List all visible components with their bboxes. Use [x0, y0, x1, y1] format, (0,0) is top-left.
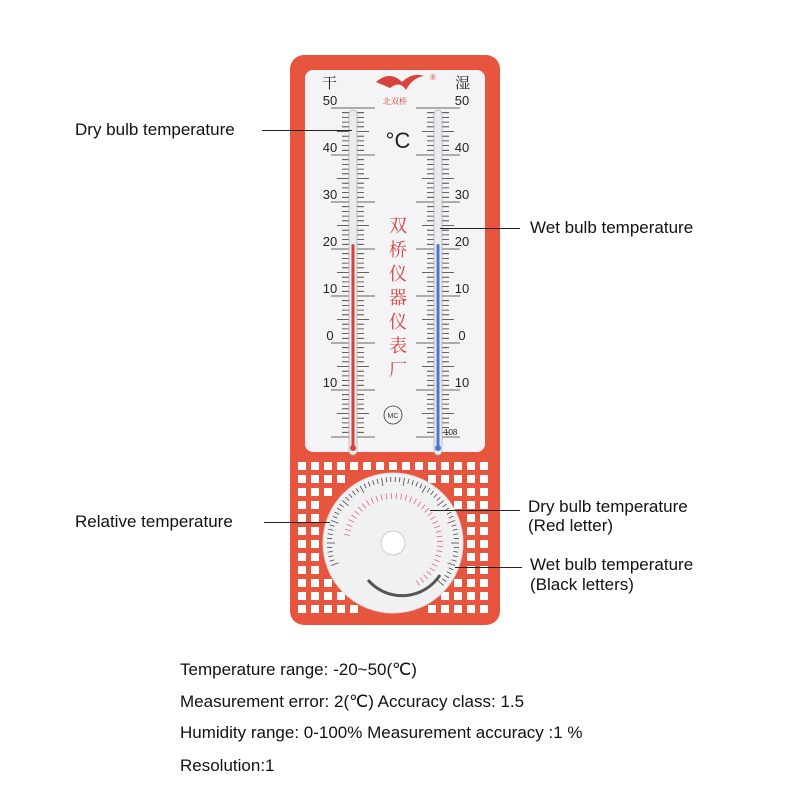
vent-hole: [298, 475, 306, 483]
vent-hole: [311, 579, 319, 587]
vent-hole: [428, 475, 436, 483]
vent-hole: [337, 475, 345, 483]
vent-hole: [311, 462, 319, 470]
dial-dry-label-line1: Dry bulb temperature: [528, 497, 688, 516]
vent-hole: [324, 605, 332, 613]
spec-humidity-range: Humidity range: 0-100% Measurement accuracy :1 %: [180, 723, 583, 742]
relative-temperature-label: Relative temperature: [75, 512, 233, 531]
vent-hole: [311, 514, 319, 522]
dry-liquid-column: [352, 244, 355, 448]
vent-hole: [467, 605, 475, 613]
maker-char: 厂: [389, 360, 407, 380]
dry-scale-label: 20: [322, 234, 338, 249]
registered-mark: ®: [430, 73, 436, 82]
spec-measurement-error: Measurement error: 2(℃) Accuracy class: 1.5: [180, 692, 525, 711]
dry-bulb-label: Dry bulb temperature: [75, 120, 235, 139]
vent-hole: [298, 488, 306, 496]
logo-text: 北双桥: [383, 97, 407, 106]
maker-char: 仪: [389, 264, 407, 284]
vent-hole: [454, 462, 462, 470]
vent-hole: [480, 488, 488, 496]
vent-hole: [298, 579, 306, 587]
vent-hole: [454, 592, 462, 600]
vent-hole: [298, 462, 306, 470]
vent-hole: [480, 514, 488, 522]
vent-hole: [311, 592, 319, 600]
maker-char: 仪: [389, 312, 407, 332]
wet-scale-label: 50: [454, 93, 470, 108]
vent-hole: [324, 475, 332, 483]
dial-dry-label-line2: (Red letter): [528, 516, 614, 535]
vent-hole: [311, 527, 319, 535]
vent-hole: [480, 462, 488, 470]
vent-hole: [415, 462, 423, 470]
vent-hole: [311, 540, 319, 548]
vent-hole: [467, 527, 475, 535]
dry-scale-label: 10: [322, 375, 338, 390]
dry-scale-label: 0: [326, 328, 334, 343]
vent-hole: [480, 501, 488, 509]
vent-hole: [467, 592, 475, 600]
wet-scale-label: 30: [454, 187, 470, 202]
spec-resolution: Resolution:1: [180, 756, 275, 775]
vent-hole: [467, 501, 475, 509]
maker-char: 器: [389, 288, 407, 308]
vent-hole: [298, 501, 306, 509]
vent-hole: [324, 462, 332, 470]
vent-hole: [350, 605, 358, 613]
vent-hole: [480, 579, 488, 587]
vent-hole: [324, 488, 332, 496]
vent-hole: [454, 488, 462, 496]
dry-scale-label: 10: [322, 281, 338, 296]
vent-hole: [454, 501, 462, 509]
vent-hole: [350, 462, 358, 470]
vent-hole: [324, 579, 332, 587]
vent-hole: [311, 488, 319, 496]
vent-hole: [428, 605, 436, 613]
wet-bulb: [435, 445, 441, 451]
dial-wet-label-line1: Wet bulb temperature: [530, 555, 694, 574]
vent-hole: [298, 566, 306, 574]
dial-wet-label-line2: (Black letters): [530, 575, 634, 594]
vent-hole: [480, 592, 488, 600]
wet-header: 湿: [455, 75, 471, 92]
dry-scale-label: 40: [322, 140, 338, 155]
vent-hole: [480, 475, 488, 483]
vent-hole: [324, 592, 332, 600]
wet-scale-label: 20: [454, 234, 470, 249]
wet-liquid-column: [437, 244, 440, 448]
vent-hole: [363, 462, 371, 470]
vent-hole: [480, 527, 488, 535]
vent-hole: [402, 462, 410, 470]
vent-hole: [311, 566, 319, 574]
dry-header: 干: [322, 75, 338, 92]
vent-hole: [467, 514, 475, 522]
maker-char: 桥: [389, 240, 407, 260]
wet-bulb-label: Wet bulb temperature: [530, 218, 694, 237]
vent-hole: [337, 605, 345, 613]
vent-hole: [454, 475, 462, 483]
vent-hole: [298, 605, 306, 613]
vent-hole: [454, 579, 462, 587]
vent-hole: [298, 527, 306, 535]
vent-hole: [454, 605, 462, 613]
vent-hole: [467, 488, 475, 496]
wet-scale-label: 10: [454, 281, 470, 296]
vent-hole: [467, 462, 475, 470]
vent-hole: [337, 462, 345, 470]
vent-hole: [467, 540, 475, 548]
vent-hole: [467, 553, 475, 561]
vent-hole: [428, 462, 436, 470]
vent-hole: [480, 540, 488, 548]
maker-char: 表: [389, 336, 407, 356]
wet-scale-label: 10: [454, 375, 470, 390]
vent-hole: [311, 553, 319, 561]
vent-hole: [298, 553, 306, 561]
vent-hole: [298, 592, 306, 600]
vent-hole: [298, 514, 306, 522]
vent-hole: [467, 579, 475, 587]
dial-knob[interactable]: [381, 531, 405, 555]
vent-hole: [376, 462, 384, 470]
vent-hole: [311, 475, 319, 483]
wet-scale-label: 40: [454, 140, 470, 155]
mc-mark: MC: [387, 413, 399, 420]
vent-hole: [441, 462, 449, 470]
vent-hole: [467, 475, 475, 483]
wet-scale-label: 0: [458, 328, 466, 343]
vent-hole: [311, 605, 319, 613]
vent-hole: [298, 540, 306, 548]
vent-hole: [480, 553, 488, 561]
vent-hole: [441, 475, 449, 483]
dry-scale-label: 30: [322, 187, 338, 202]
dry-bulb: [350, 445, 356, 451]
model-number: 108: [444, 428, 458, 437]
vent-hole: [441, 605, 449, 613]
vent-hole: [480, 605, 488, 613]
vent-hole: [311, 501, 319, 509]
dry-scale-label: 50: [322, 93, 338, 108]
vent-hole: [389, 462, 397, 470]
spec-temperature-range: Temperature range: -20~50(℃): [180, 660, 417, 679]
unit-label: °C: [385, 128, 411, 153]
maker-char: 双: [389, 216, 407, 236]
